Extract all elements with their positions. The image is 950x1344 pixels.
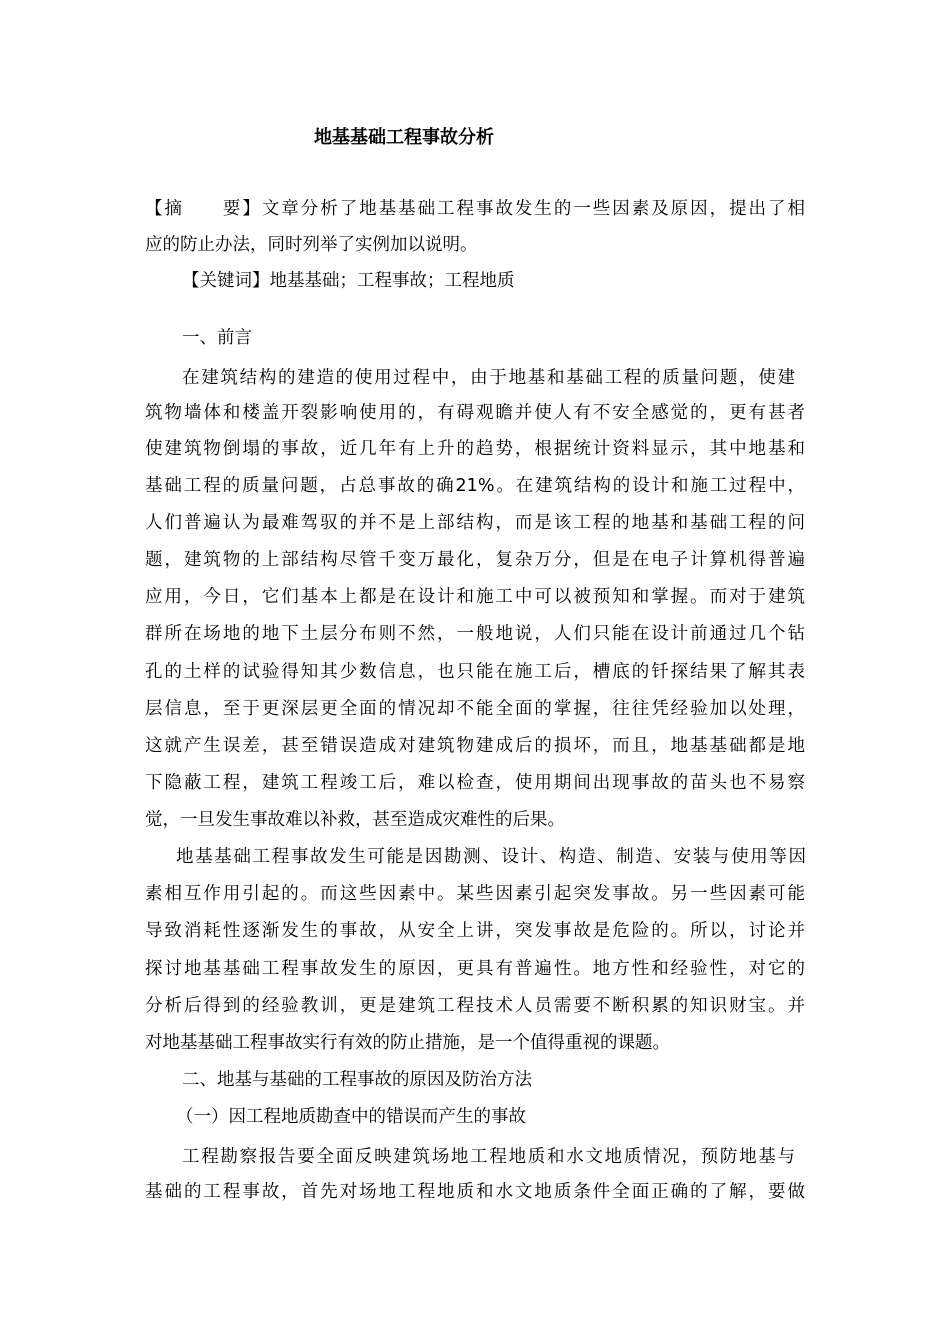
paragraph-line: 在建筑结构的建造的使用过程中，由于地基和基础工程的质量问题，使建 (182, 368, 795, 388)
paragraph-line: 下隐蔽工程，建筑工程竣工后，难以检查，使用期间出现事故的苗头也不易察 (145, 773, 805, 793)
paragraph-line: 题，建筑物的上部结构尽管千变万最化，复杂万分，但是在电子计算机得普遍 (145, 550, 805, 570)
paragraph-line: 分析后得到的经验教训，更是建筑工程技术人员需要不断积累的知识财宝。并 (145, 996, 805, 1016)
section-heading: 二、地基与基础的工程事故的原因及防治方法 (182, 1070, 532, 1090)
subsection-heading: （一）因工程地质勘查中的错误而产生的事故 (176, 1107, 526, 1127)
paragraph-line: 素相互作用引起的。而这些因素中。某些因素引起突发事故。另一些因素可能 (145, 884, 805, 904)
paragraph-line: 基础工程的质量问题，占总事故的确21%。在建筑结构的设计和施工过程中， (145, 476, 805, 496)
document-title: 地基基础工程事故分析 (314, 127, 494, 148)
paragraph-line: 地基基础工程事故发生可能是因勘测、设计、构造、制造、安装与使用等因 (176, 847, 806, 867)
paragraph-line: 探讨地基基础工程事故发生的原因，更具有普遍性。地方性和经验性，对它的 (145, 959, 805, 979)
paragraph-line: 人们普遍认为最难驾驭的并不是上部结构，而是该工程的地基和基础工程的问 (145, 513, 805, 533)
abstract-line: 应的防止办法，同时列举了实例加以说明。 (145, 235, 478, 255)
paragraph-line: 孔的土样的试验得知其少数信息，也只能在施工后，槽底的钎探结果了解其表 (145, 662, 805, 682)
paragraph-line: 觉，一旦发生事故难以补救，甚至造成灾难性的后果。 (145, 810, 565, 830)
paragraph-line: 基础的工程事故，首先对场地工程地质和水文地质条件全面正确的了解，要做 (145, 1182, 805, 1202)
paragraph-line: 层信息，至于更深层更全面的情况却不能全面的掌握，往往凭经验加以处理， (145, 699, 805, 719)
keywords-line: 【关键词】地基基础；工程事故；工程地质 (182, 271, 515, 291)
paragraph-line: 筑物墙体和楼盖开裂影响使用的，有碍观瞻并使人有不安全感觉的，更有甚者 (145, 403, 805, 423)
paragraph-line: 群所在场地的地下土层分布则不然，一般地说，人们只能在设计前通过几个钻 (145, 624, 805, 644)
section-heading: 一、前言 (182, 328, 252, 348)
paragraph-line: 这就产生误差，甚至错误造成对建筑物建成后的损坏，而且，地基基础都是地 (145, 736, 805, 756)
paragraph-line: 导致消耗性逐渐发生的事故，从安全上讲，突发事故是危险的。所以，讨论并 (145, 921, 805, 941)
paragraph-line: 对地基基础工程事故实行有效的防止措施，是一个值得重视的课题。 (145, 1033, 670, 1053)
paragraph-line: 应用，今日，它们基本上都是在设计和施工中可以被预知和掌握。而对于建筑 (145, 587, 805, 607)
abstract-line: 【摘 要】文章分析了地基基础工程事故发生的一些因素及原因，提出了相 (145, 199, 805, 219)
paragraph-line: 工程勘察报告要全面反映建筑场地工程地质和水文地质情况，预防地基与 (182, 1147, 795, 1167)
paragraph-line: 使建筑物倒塌的事故，近几年有上升的趋势，根据统计资料显示，其中地基和 (145, 439, 805, 459)
